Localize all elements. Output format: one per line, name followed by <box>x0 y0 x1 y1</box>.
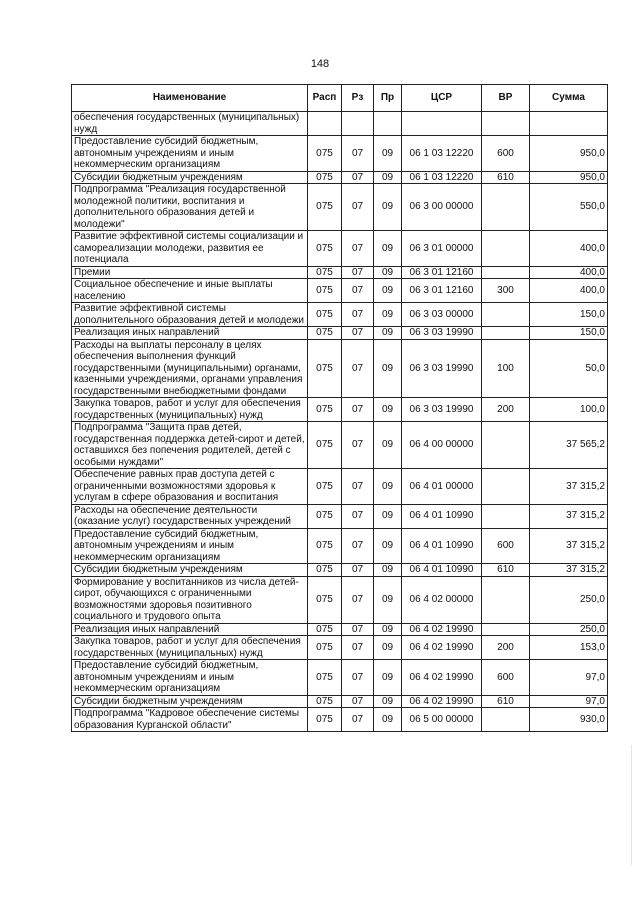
cell-rasp: 075 <box>308 469 342 505</box>
cell-rasp: 075 <box>308 623 342 636</box>
cell-name: Формирование у воспитанников из числа детей-сирот, обучающихся с ограниченными возможностями здоровья позитивного социального и трудового опыта <box>72 576 308 623</box>
cell-sum: 950,0 <box>530 171 608 184</box>
cell-name: Реализация иных направлений <box>72 623 308 636</box>
table-row <box>72 528 608 564</box>
cell-name: Расходы на обеспечение деятельности (оказание услуг) государственных учреждений <box>72 504 308 528</box>
cell-csr: 06 4 00 00000 <box>402 422 482 469</box>
table-row <box>72 303 608 327</box>
cell-pr: 09 <box>374 708 402 732</box>
cell-sum <box>530 112 608 136</box>
cell-vr: 610 <box>482 171 530 184</box>
cell-csr: 06 3 03 00000 <box>402 303 482 327</box>
cell-vr <box>482 266 530 279</box>
cell-pr: 09 <box>374 504 402 528</box>
cell-rz: 07 <box>342 623 374 636</box>
cell-pr: 09 <box>374 327 402 340</box>
cell-pr: 09 <box>374 528 402 564</box>
table-row <box>72 695 608 708</box>
cell-vr <box>482 303 530 327</box>
cell-csr: 06 3 03 19990 <box>402 398 482 422</box>
cell-csr: 06 4 02 19990 <box>402 623 482 636</box>
cell-pr: 09 <box>374 660 402 696</box>
cell-sum: 153,0 <box>530 636 608 660</box>
cell-sum: 97,0 <box>530 695 608 708</box>
cell-csr: 06 4 01 00000 <box>402 469 482 505</box>
cell-vr: 200 <box>482 636 530 660</box>
cell-vr <box>482 576 530 623</box>
cell-sum: 37 315,2 <box>530 564 608 577</box>
cell-rz: 07 <box>342 339 374 398</box>
cell-rz: 07 <box>342 398 374 422</box>
cell-csr: 06 1 03 12220 <box>402 171 482 184</box>
cell-csr: 06 1 03 12220 <box>402 136 482 172</box>
cell-pr: 09 <box>374 564 402 577</box>
table-row <box>72 184 608 231</box>
cell-rz: 07 <box>342 564 374 577</box>
cell-rasp: 075 <box>308 708 342 732</box>
cell-vr: 300 <box>482 279 530 303</box>
cell-rasp: 075 <box>308 504 342 528</box>
cell-vr <box>482 422 530 469</box>
cell-sum: 250,0 <box>530 576 608 623</box>
cell-vr: 200 <box>482 398 530 422</box>
cell-rz: 07 <box>342 231 374 267</box>
cell-name: обеспечения государственных (муниципальных) нужд <box>72 112 308 136</box>
cell-rz: 07 <box>342 576 374 623</box>
cell-csr: 06 3 03 19990 <box>402 339 482 398</box>
cell-rz: 07 <box>342 469 374 505</box>
cell-name: Обеспечение равных прав доступа детей с ограниченными возможностями здоровья к услугам в сфере образования и воспитания <box>72 469 308 505</box>
table-row <box>72 623 608 636</box>
cell-name: Предоставление субсидий бюджетным, автономным учреждениям и иным некоммерческим организациям <box>72 136 308 172</box>
cell-rz: 07 <box>342 504 374 528</box>
cell-vr <box>482 504 530 528</box>
cell-sum: 37 315,2 <box>530 469 608 505</box>
cell-rasp: 075 <box>308 136 342 172</box>
cell-csr: 06 4 01 10990 <box>402 564 482 577</box>
table-row <box>72 469 608 505</box>
cell-csr: 06 3 01 12160 <box>402 279 482 303</box>
scan-margin-mark <box>631 745 632 865</box>
cell-pr <box>374 112 402 136</box>
cell-vr: 600 <box>482 660 530 696</box>
cell-sum: 37 565,2 <box>530 422 608 469</box>
cell-rasp: 075 <box>308 695 342 708</box>
cell-vr: 600 <box>482 528 530 564</box>
table-row <box>72 708 608 732</box>
table-row <box>72 398 608 422</box>
header-sum: Сумма <box>530 85 608 112</box>
cell-csr: 06 3 01 00000 <box>402 231 482 267</box>
cell-name: Развитие эффективной системы дополнительного образования детей и молодежи <box>72 303 308 327</box>
cell-rz: 07 <box>342 279 374 303</box>
cell-rz: 07 <box>342 528 374 564</box>
cell-pr: 09 <box>374 469 402 505</box>
cell-vr: 600 <box>482 136 530 172</box>
cell-sum: 150,0 <box>530 327 608 340</box>
cell-rz <box>342 112 374 136</box>
cell-rasp: 075 <box>308 303 342 327</box>
cell-rz: 07 <box>342 695 374 708</box>
cell-csr: 06 4 01 10990 <box>402 504 482 528</box>
cell-sum: 930,0 <box>530 708 608 732</box>
cell-pr: 09 <box>374 279 402 303</box>
cell-vr <box>482 231 530 267</box>
table-row <box>72 112 608 136</box>
cell-vr <box>482 184 530 231</box>
cell-rz: 07 <box>342 708 374 732</box>
cell-rasp: 075 <box>308 576 342 623</box>
cell-csr: 06 4 02 19990 <box>402 695 482 708</box>
cell-name: Субсидии бюджетным учреждениям <box>72 695 308 708</box>
cell-vr <box>482 708 530 732</box>
cell-rasp: 075 <box>308 564 342 577</box>
cell-rz: 07 <box>342 303 374 327</box>
cell-pr: 09 <box>374 576 402 623</box>
cell-name: Закупка товаров, работ и услуг для обеспечения государственных (муниципальных) нужд <box>72 636 308 660</box>
cell-sum: 100,0 <box>530 398 608 422</box>
cell-pr: 09 <box>374 171 402 184</box>
header-rasp: Расп <box>308 85 342 112</box>
cell-sum: 97,0 <box>530 660 608 696</box>
cell-csr: 06 4 01 10990 <box>402 528 482 564</box>
cell-sum: 37 315,2 <box>530 504 608 528</box>
table-row <box>72 136 608 172</box>
header-pr: Пр <box>374 85 402 112</box>
cell-rasp: 075 <box>308 231 342 267</box>
table-row <box>72 636 608 660</box>
table-row <box>72 660 608 696</box>
header-rz: Рз <box>342 85 374 112</box>
cell-csr: 06 3 01 12160 <box>402 266 482 279</box>
cell-rz: 07 <box>342 171 374 184</box>
cell-sum: 50,0 <box>530 339 608 398</box>
cell-csr: 06 4 02 19990 <box>402 636 482 660</box>
cell-pr: 09 <box>374 695 402 708</box>
cell-name: Подпрограмма "Реализация государственной молодежной политики, воспитания и дополнительного образования детей и молодежи" <box>72 184 308 231</box>
budget-table <box>71 84 608 732</box>
cell-name: Премии <box>72 266 308 279</box>
cell-vr: 100 <box>482 339 530 398</box>
cell-sum: 550,0 <box>530 184 608 231</box>
cell-vr <box>482 112 530 136</box>
cell-name: Реализация иных направлений <box>72 327 308 340</box>
table-row <box>72 504 608 528</box>
table-row <box>72 231 608 267</box>
cell-pr: 09 <box>374 231 402 267</box>
cell-rasp: 075 <box>308 171 342 184</box>
cell-rasp: 075 <box>308 528 342 564</box>
table-header-row <box>72 85 608 112</box>
cell-rasp: 075 <box>308 636 342 660</box>
cell-vr <box>482 469 530 505</box>
table-row <box>72 327 608 340</box>
cell-pr: 09 <box>374 636 402 660</box>
table-row <box>72 564 608 577</box>
table-row <box>72 171 608 184</box>
header-csr: ЦСР <box>402 85 482 112</box>
cell-vr <box>482 623 530 636</box>
cell-csr: 06 3 00 00000 <box>402 184 482 231</box>
table-row <box>72 339 608 398</box>
cell-pr: 09 <box>374 339 402 398</box>
cell-name: Предоставление субсидий бюджетным, автономным учреждениям и иным некоммерческим организациям <box>72 528 308 564</box>
table-row <box>72 576 608 623</box>
cell-pr: 09 <box>374 623 402 636</box>
cell-pr: 09 <box>374 422 402 469</box>
cell-rz: 07 <box>342 636 374 660</box>
cell-csr: 06 4 02 00000 <box>402 576 482 623</box>
cell-sum: 150,0 <box>530 303 608 327</box>
cell-pr: 09 <box>374 303 402 327</box>
cell-csr: 06 3 03 19990 <box>402 327 482 340</box>
cell-name: Субсидии бюджетным учреждениям <box>72 564 308 577</box>
cell-rz: 07 <box>342 136 374 172</box>
cell-rz: 07 <box>342 660 374 696</box>
cell-vr: 610 <box>482 695 530 708</box>
page-number: 148 <box>310 58 330 70</box>
cell-name: Расходы на выплаты персоналу в целях обеспечения выполнения функций государственными (муниципальными) органами, казенными учреждениями, органами управления государственными внебюджетными фондами <box>72 339 308 398</box>
cell-vr: 610 <box>482 564 530 577</box>
cell-rasp: 075 <box>308 422 342 469</box>
cell-rasp: 075 <box>308 660 342 696</box>
header-name: Наименование <box>72 85 308 112</box>
cell-name: Закупка товаров, работ и услуг для обеспечения государственных (муниципальных) нужд <box>72 398 308 422</box>
cell-name: Предоставление субсидий бюджетным, автономным учреждениям и иным некоммерческим организациям <box>72 660 308 696</box>
cell-rasp: 075 <box>308 327 342 340</box>
cell-name: Развитие эффективной системы социализации и самореализации молодежи, развития ее потенциала <box>72 231 308 267</box>
cell-name: Подпрограмма "Кадровое обеспечение системы образования Курганской области" <box>72 708 308 732</box>
cell-csr: 06 4 02 19990 <box>402 660 482 696</box>
cell-rasp: 075 <box>308 398 342 422</box>
cell-sum: 37 315,2 <box>530 528 608 564</box>
table-row <box>72 266 608 279</box>
cell-rasp: 075 <box>308 339 342 398</box>
cell-name: Субсидии бюджетным учреждениям <box>72 171 308 184</box>
cell-rasp: 075 <box>308 279 342 303</box>
cell-csr: 06 5 00 00000 <box>402 708 482 732</box>
table-body <box>72 112 608 732</box>
cell-pr: 09 <box>374 266 402 279</box>
cell-rz: 07 <box>342 422 374 469</box>
cell-csr <box>402 112 482 136</box>
cell-rasp <box>308 112 342 136</box>
cell-name: Подпрограмма "Защита прав детей, государственная поддержка детей-сирот и детей, оставшихся без попечения родителей, детей с особыми нуждами" <box>72 422 308 469</box>
cell-rz: 07 <box>342 327 374 340</box>
cell-pr: 09 <box>374 184 402 231</box>
cell-sum: 250,0 <box>530 623 608 636</box>
cell-rz: 07 <box>342 184 374 231</box>
cell-sum: 950,0 <box>530 136 608 172</box>
cell-rasp: 075 <box>308 184 342 231</box>
cell-pr: 09 <box>374 136 402 172</box>
table-row <box>72 422 608 469</box>
cell-vr <box>482 327 530 340</box>
cell-name: Социальное обеспечение и иные выплаты населению <box>72 279 308 303</box>
cell-rasp: 075 <box>308 266 342 279</box>
header-vr: ВР <box>482 85 530 112</box>
cell-rz: 07 <box>342 266 374 279</box>
cell-sum: 400,0 <box>530 231 608 267</box>
cell-sum: 400,0 <box>530 266 608 279</box>
cell-sum: 400,0 <box>530 279 608 303</box>
table-row <box>72 279 608 303</box>
cell-pr: 09 <box>374 398 402 422</box>
